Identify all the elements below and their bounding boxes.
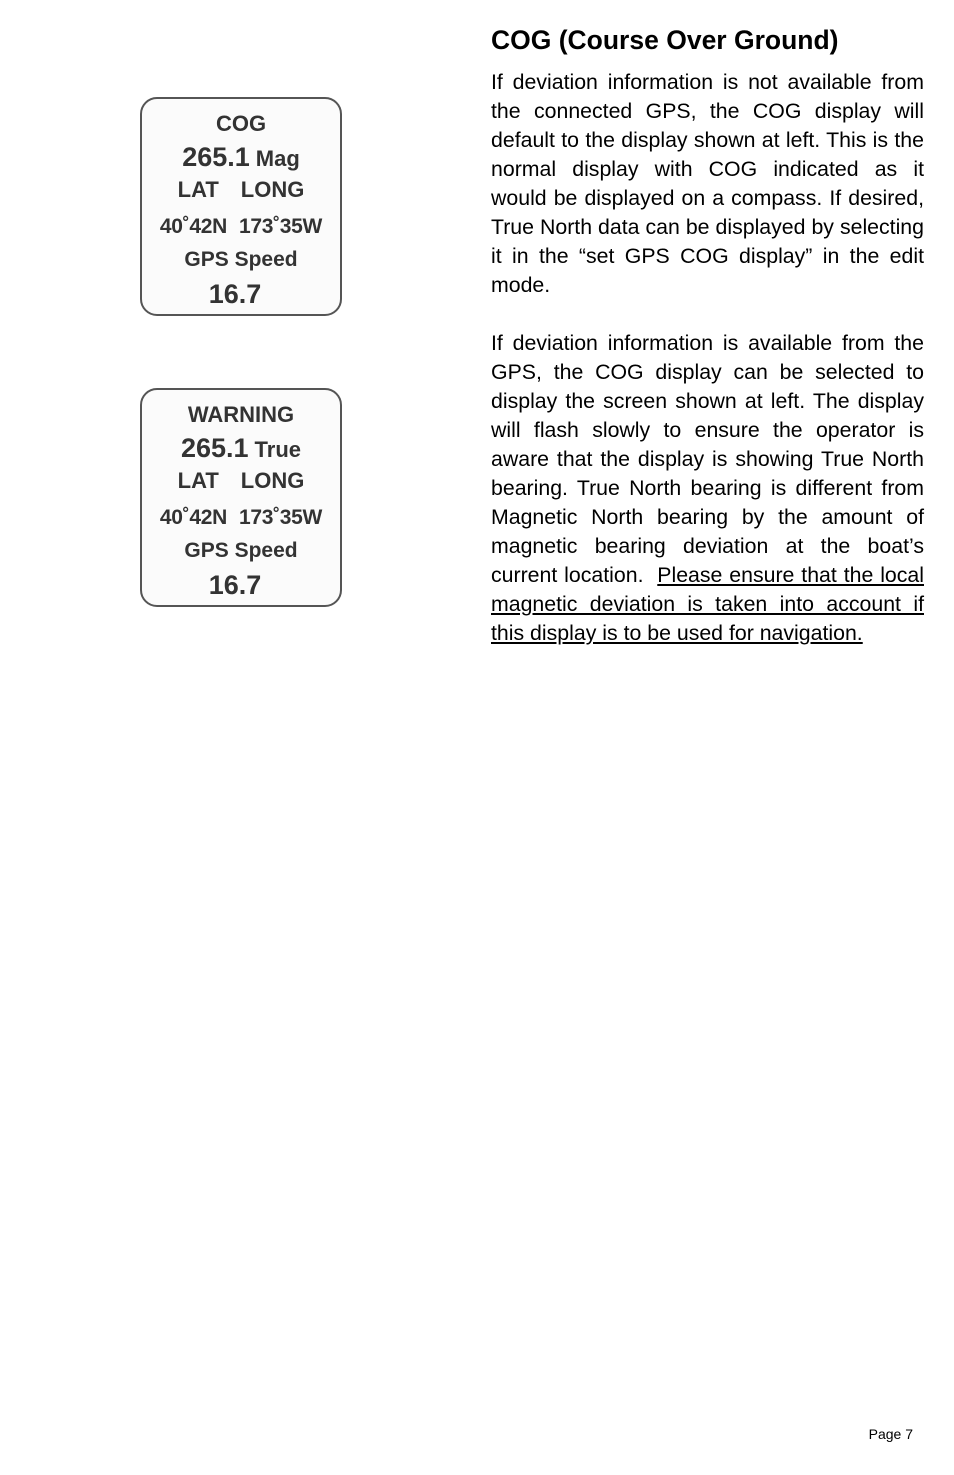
long-label: LONG: [240, 468, 305, 493]
page-number: Page 7: [868, 1426, 913, 1442]
gps-speed-value: 16.7: [208, 279, 262, 309]
coordinates-row: [142, 507, 340, 528]
display-title: WARNING: [187, 402, 295, 427]
paragraph-true-north-display: [491, 329, 924, 648]
cog-value-row: [142, 435, 340, 462]
section-heading: COG (Course Over Ground): [491, 25, 839, 55]
paragraph-default-display: If deviation information is not available from the connected GPS, the COG display will default to the display shown at left. This is the normal display with COG indicated as it would be displayed on a compass. If desired, True North data can be displayed by selecting it in the “set GPS COG display” in the edit mode.: [491, 70, 924, 297]
long-label: LONG: [240, 177, 305, 202]
cog-value-row: [142, 144, 340, 171]
lat-long-labels: [142, 179, 340, 201]
latitude-value: 40˚42N: [159, 506, 227, 529]
lat-label: LAT: [177, 177, 219, 202]
navigation-warning-text: Please ensure that the local magnetic deviation is taken into account if this display is to be used for navigation.: [491, 563, 924, 645]
cog-value: 265.1: [182, 142, 250, 172]
latitude-value: 40˚42N: [159, 215, 227, 238]
coordinates-row: [142, 216, 340, 237]
gps-speed-value: 16.7: [208, 570, 262, 600]
cog-mag-display: [140, 97, 342, 316]
cog-value: 265.1: [180, 433, 249, 463]
cog-true-display: [140, 388, 342, 607]
longitude-value: 173˚35W: [238, 506, 323, 529]
gps-speed-label: GPS Speed: [184, 539, 298, 562]
display-title: COG: [215, 111, 267, 136]
lat-label: LAT: [177, 468, 219, 493]
cog-unit: Mag: [255, 146, 300, 171]
gps-speed-label: GPS Speed: [184, 248, 298, 271]
lat-long-labels: [142, 470, 340, 492]
paragraph-true-north-text: If deviation information is available from the GPS, the COG display can be selected to display the screen shown at left. The display will flash slowly to ensure the operator is aware that the display is showing True North bearing. True North bearing is different from Magnetic North bearing by the amount of magnetic bearing deviation at the boat’s current location.: [491, 331, 924, 587]
longitude-value: 173˚35W: [238, 215, 323, 238]
section-content: [491, 24, 924, 648]
cog-unit: True: [254, 437, 302, 462]
